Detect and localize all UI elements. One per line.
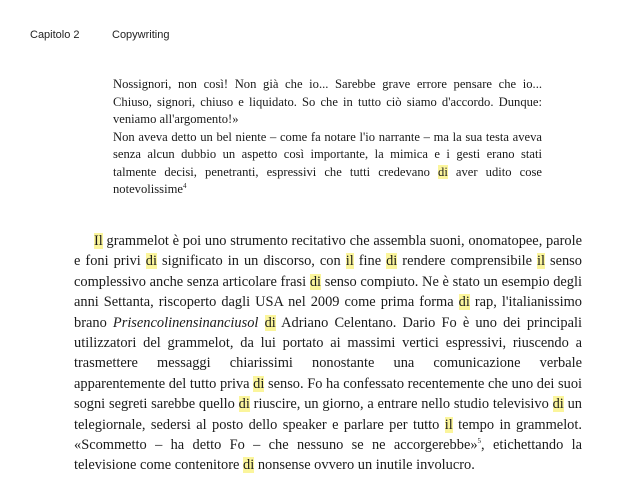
search-highlight: il [345, 253, 354, 270]
search-highlight: di [309, 273, 322, 290]
body-paragraph: Il grammelot è poi uno strumento recitativo che assembla suoni, onomatopee, parole e foni privi di significato in un discorso, con il fine di rendere comprensibile il senso complessivo anche senza articolare frasi di senso compiuto. Ne è stato un esempio degli anni Settanta, riscoperto dagli USA nel 2009 come prima forma di rap, l'italianissimo brano Prisencolinensinanciusol di Adriano Celentano. Dario Fo è uno dei principali utilizzatori del grammelot, da lui portato ai massimi vertici espressivi, riuscendo a trasmettere messaggi chiarissimi nonostante una comunicazione verbale apparentemente del tutto priva di senso. Fo ha confessato recentemente che uno dei suoi sogni segreti sarebbe quello di riuscire, un giorno, a entrare nello studio televisivo di un telegiornale, sedersi al posto dello speaker e parlare per tutto il tempo in grammelot. «Scommetto – ha detto Fo – che nessuno se ne accorgerebbe»$^5$, etichettando la televisione come contenitore di nonsense ovvero un inutile involucro. [74, 233, 583, 474]
search-highlight: di [253, 375, 265, 392]
search-highlight: di [386, 253, 398, 270]
block-quote [113, 76, 542, 199]
search-highlight: il [536, 253, 545, 270]
footnote-ref: 5 [477, 437, 482, 446]
footnote-ref: 4 [182, 181, 187, 190]
body-text [74, 231, 582, 476]
quote-paragraph-2: Non aveva detto un bel niente – come fa notare l'io narrante – ma la sua testa aveva senza alcun dubbio un aspetto così importante, la mimica e i gesti erano stati talmente decisi, penetranti, espressivi che tutti credevano di aver udito cose notevolissime$^4$ [113, 129, 542, 196]
search-highlight: di [438, 164, 448, 179]
song-title: Prisencolinensinanciusol [112, 314, 259, 331]
section-label: Copywriting [112, 29, 170, 41]
search-highlight: di [238, 396, 250, 413]
search-highlight: Il [94, 233, 103, 249]
search-highlight: di [243, 457, 255, 474]
quote-paragraph-1: Nossignori, non così! Non già che io... Sarebbe grave errore pensare che io... Chiuso, signori, chiuso e liquidato. So che in tutto ciò siamo d'accordo. Dunque: veniamo all'argomento!» [113, 77, 542, 126]
search-highlight: di [145, 253, 157, 270]
chapter-label: Capitolo 2 [30, 29, 80, 41]
search-highlight: di [264, 314, 276, 331]
search-highlight: di [552, 396, 564, 413]
search-highlight: di [458, 294, 470, 311]
search-highlight: il [444, 416, 453, 433]
running-header [30, 29, 169, 41]
